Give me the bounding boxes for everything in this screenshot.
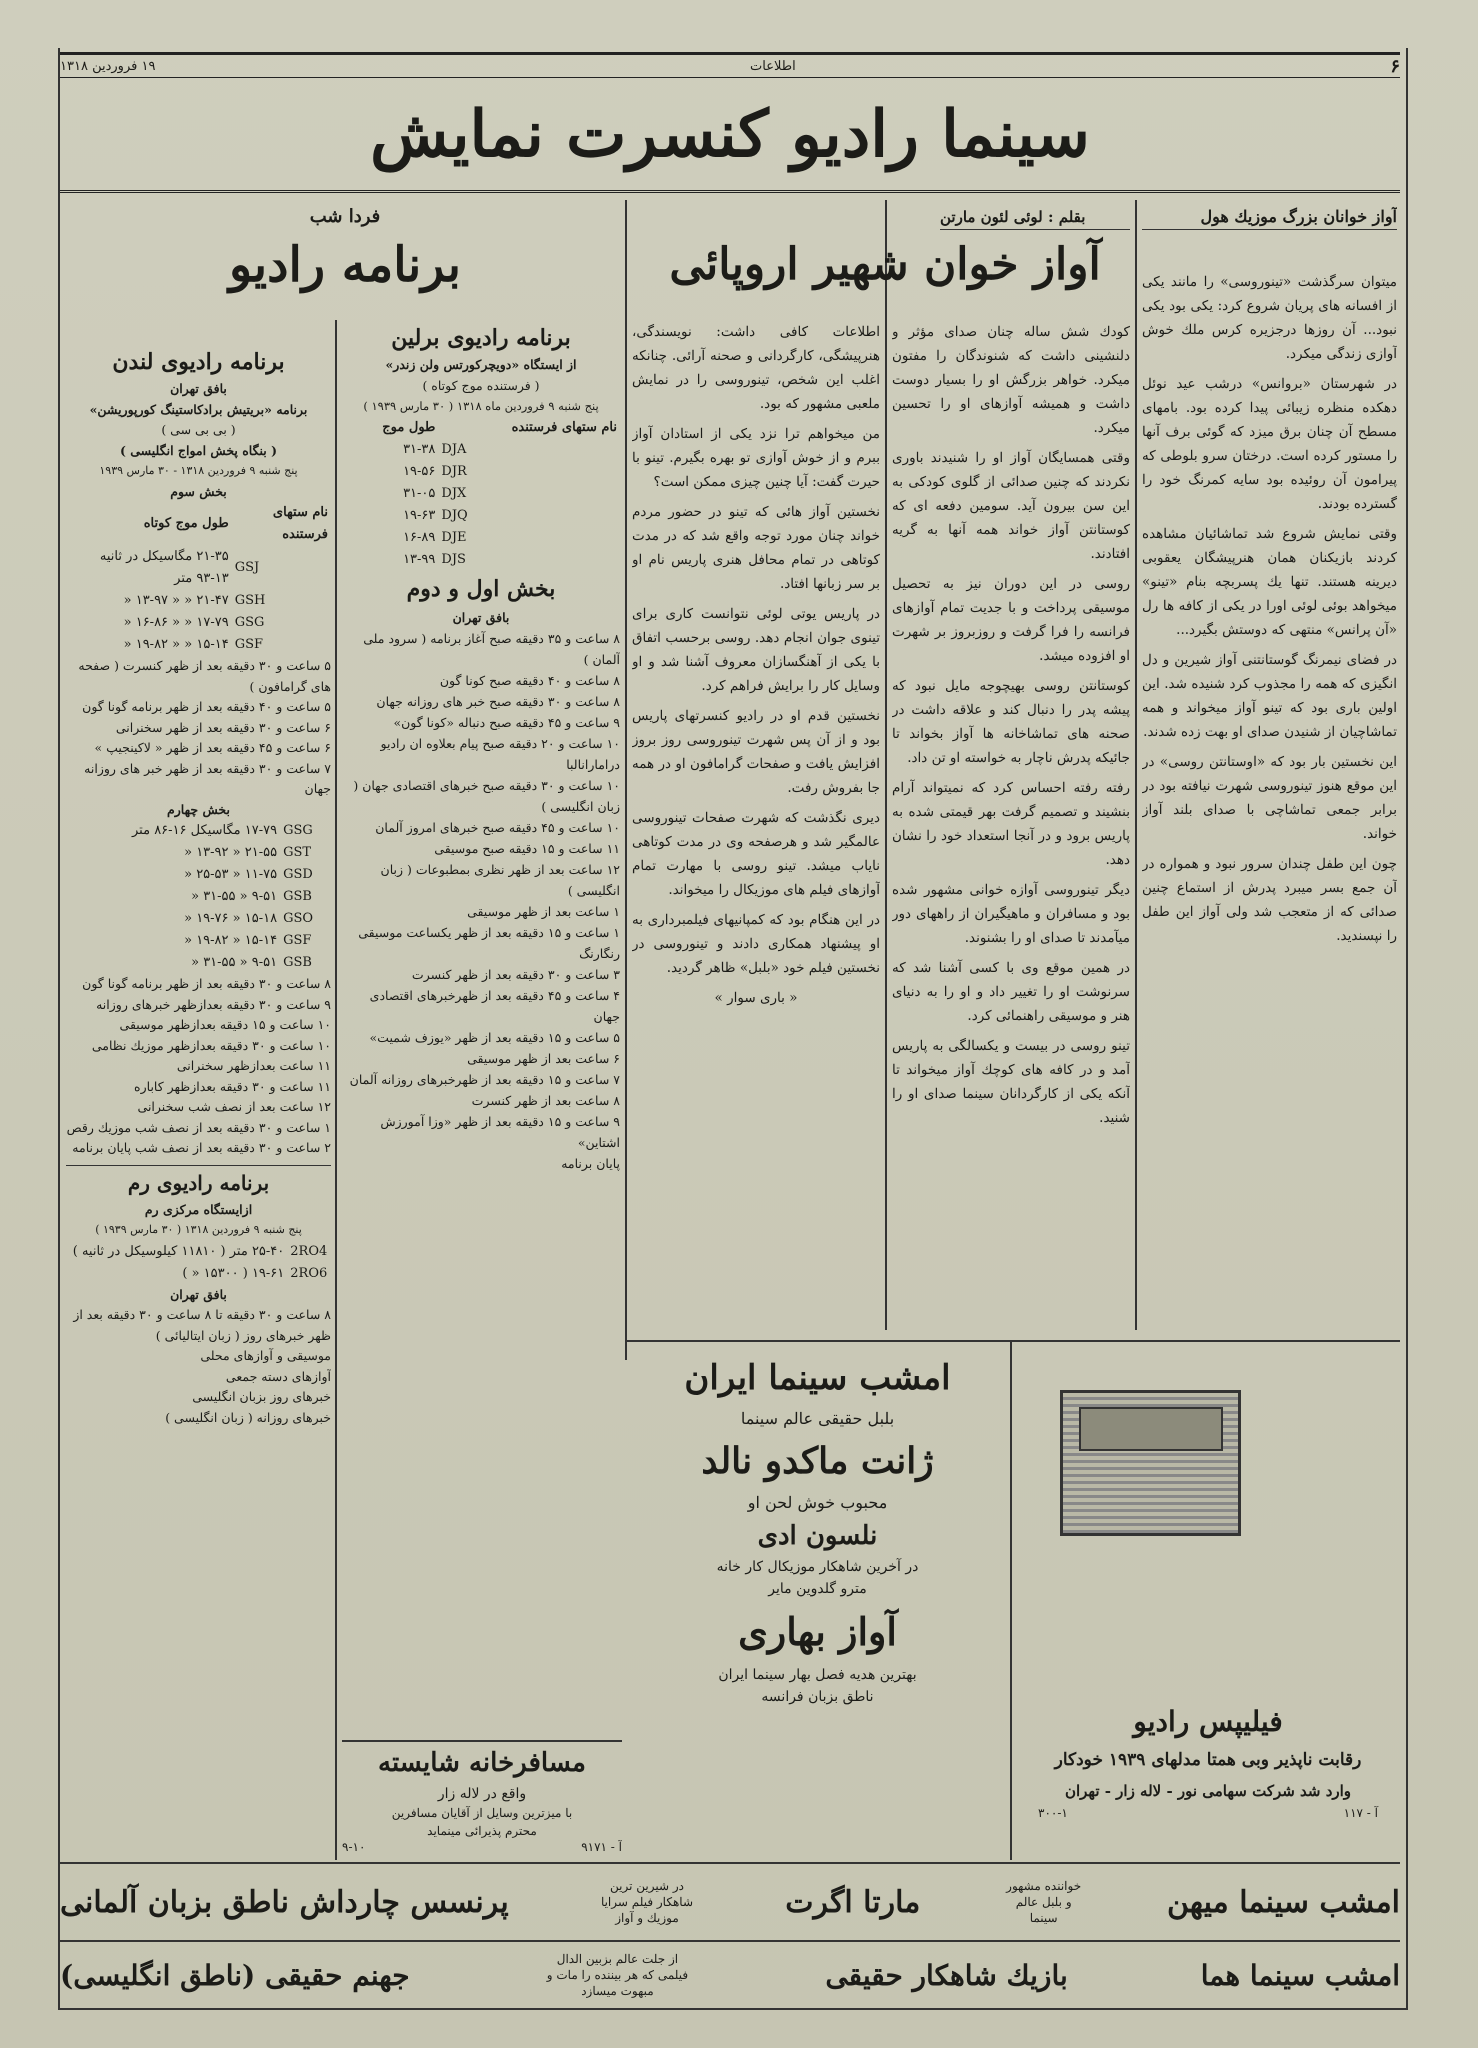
philips-title: فیلیپس رادیو: [1133, 1705, 1283, 1738]
radio-illustration: [1060, 1390, 1241, 1536]
station-name: 2RO4: [290, 1243, 328, 1259]
station-wave: ۱۵-۱۴ « ۱۹-۸۲ «: [184, 933, 278, 948]
article-headline-block: [640, 205, 1130, 315]
station-name: DJQ: [441, 508, 468, 523]
article-center-column-b: [632, 320, 880, 1330]
radio-dial: [1079, 1407, 1223, 1451]
station-wave: ۹-۵۱ « ۳۱-۵۵ «: [191, 889, 278, 904]
divider: [625, 1340, 1400, 1342]
banner-cinema-name: امشب سینما میهن: [1166, 1884, 1400, 1920]
london-sub: ( بی بی سی ): [161, 422, 236, 437]
radio-program-title: برنامه رادیو: [228, 237, 462, 293]
london-date: پنج شنبه ۹ فروردین ۱۳۱۸ - ۳۰ مارس ۱۹۳۹: [99, 464, 298, 477]
masthead-title: سینما رادیو کنسرت نمایش: [60, 80, 1400, 193]
berlin-item: ۱۱ ساعت و ۱۵ دقیقه صبح موسیقی: [434, 841, 620, 856]
london-item: ۶ ساعت و ۴۵ دقیقه بعد از ظهر « لاکینجیپ »: [94, 740, 331, 755]
banner-subtext: خواننده مشهور و بلبل عالم سینما: [1006, 1879, 1082, 1925]
london-sub: ( بنگاه پخش امواج انگلیسی ): [119, 442, 278, 458]
banner-subtext: از جلت عالم بزبین الدال فیلمی که هر بیننده را مات و مبهوت میسازد: [546, 1952, 689, 1998]
berlin-sub: بافق تهران: [452, 610, 510, 625]
rome-item: خبرهای روزانه ( زبان انگلیسی ): [165, 1409, 331, 1425]
paragraph: کودك شش ساله چنان صدای مؤثر و دلنشینی داشت که شنوندگان را مفتون میکرد. خواهر بزرگش او را بسیار دوست داشت و همیشه آوازهای او را تحسین میکرد.: [892, 324, 1130, 436]
banner-film: بازیك شاهكار حقیقی: [825, 1958, 1068, 1992]
table-header: طول موج کوتاه: [143, 516, 229, 531]
ad-film-title: آواز بهاری: [738, 1609, 897, 1654]
berlin-item: ۹ ساعت و ۴۵ دقیقه صبح دنباله «کونا گون»: [393, 715, 620, 730]
berlin-item: ۱ ساعت و ۱۵ دقیقه بعد از ظهر یکساعت موسیقی رنگارنگ: [358, 925, 620, 961]
berlin-date: پنج شنبه ۹ فروردین ماه ۱۳۱۸ ( ۳۰ مارس ۱۹۳۹ ): [363, 399, 599, 413]
table-header: نام ستهای فرستنده: [272, 505, 328, 542]
divider: [885, 200, 887, 1330]
berlin-item: ۱۰ ساعت و ۳۰ دقیقه صبح خبرهای اقتصادی جهان ( زبان انگلیسی ): [353, 778, 620, 814]
table-row: [342, 461, 620, 483]
paragraph: وقتی نمایش شروع شد تماشائیان مشاهده کردند بازیکنان همان هنرپیشگان یعقوبی دیرینه هستند. تنها یك پسربچه بنام «تینو» میخواهد بوئی لوئی اورا در یکی از کافه ها رل «آن پرانس» منتهی که دوستش بگیرد...: [1142, 526, 1397, 638]
station-name: DJR: [441, 464, 467, 479]
station-name: GSD: [283, 867, 313, 882]
station-name: GSO: [283, 911, 314, 926]
table-row: [342, 549, 620, 571]
london-station-table-1: [66, 502, 331, 656]
rome-item: ۸ ساعت و ۳۰ دقیقه تا ۸ ساعت و ۳۰ دقیقه بعد از ظهر خبرهای روز ( زبان ایتالیائی ): [73, 1307, 331, 1343]
station-name: GST: [283, 845, 312, 860]
london-item: ۱۱ ساعت بعدازظهر سخنرانی: [176, 1058, 331, 1073]
philips-line: رقابت ناپذیر وبی همتا مدلهای ۱۹۳۹ خودکار: [1054, 1750, 1362, 1770]
ad-star-name: نلسون ادی: [757, 1521, 878, 1551]
paragraph: وقتی همسایگان آواز او را شنیدند باوری نکردند که چنین صدائی از گلوی کودکی به این سن بیرون آید. سومین دفعه ای که کوستانتن آواز خواند همه آنها به گریه افتادند.: [892, 450, 1130, 562]
london-section-title: بخش چهارم: [167, 801, 230, 817]
hotel-line: محترم پذیرائی مینماید: [427, 1824, 537, 1838]
london-item: ۱ ساعت و ۳۰ دقیقه بعد از نصف شب موزیك رقص: [66, 1119, 331, 1135]
cinema-iran-ad: [630, 1350, 1005, 1855]
paragraph: در این هنگام بود که کمپانیهای فیلمبرداری به او پیشنهاد همکاری دادند و تینوروسی در نخستین فیلم خود «بلبل» ظاهر گردید.: [632, 912, 880, 976]
station-name: DJA: [441, 442, 467, 457]
paragraph: دیری نگذشت که شهرت صفحات تینوروسی عالمگیر شد و هرصفحه وی در مدت کوتاهی نایاب میشد. تینو روسی با مهارت تمام آوازهای فیلم های موزیکال را میخواند.: [632, 810, 880, 898]
table-row: [66, 1263, 331, 1285]
table-row: [66, 546, 331, 590]
hotel-ad: [342, 1740, 622, 1860]
berlin-sub: ( فرستنده موج کوتاه ): [422, 378, 540, 393]
berlin-item: ۱۲ ساعت بعد از ظهر نظری بمطبوعات ( زبان انگلیسی ): [380, 862, 620, 898]
table-row: [66, 864, 331, 886]
table-row: [66, 886, 331, 908]
station-name: 2RO6: [290, 1265, 328, 1281]
article-kicker: آواز خوانان بزرگ موزیك هول: [1142, 205, 1397, 230]
station-wave: ۱۷-۷۹ « « ۱۶-۸۶ «: [123, 615, 229, 630]
ad-line: بهترین هدیه فصل بهار سینما ایران: [718, 1667, 917, 1683]
banner-film: پرنسس چارداش ناطق بزبان آلمانی: [60, 1884, 509, 1920]
rome-item: آوازهای دسته جمعی: [225, 1368, 331, 1384]
divider: [60, 1862, 1400, 1864]
station-wave: ۱۹-۵۶: [403, 464, 436, 479]
table-row: [66, 820, 331, 842]
london-title: برنامه رادیوی لندن: [112, 349, 285, 375]
page-header: [60, 52, 1400, 78]
hotel-title: مسافرخانه شایسته: [378, 1748, 586, 1778]
philips-code: آ - ۱۱۷: [1343, 1806, 1378, 1820]
table-row: [66, 952, 331, 974]
station-wave: ۱۵-۱۸ « ۱۹-۷۶ «: [184, 911, 278, 926]
table-row: [66, 842, 331, 864]
rome-item: موسیقی و آوازهای محلی: [200, 1348, 331, 1363]
table-row: [66, 612, 331, 634]
article-signoff: « باری سوار »: [714, 990, 798, 1006]
table-row: [342, 505, 620, 527]
paragraph: این نخستین بار بود که «اوستانتن روسی» در این موقع هنوز تینوروسی شهرت نیافته بود در برابر جمعی تماشاچی با صدای بلند آواز خواند.: [1142, 754, 1397, 842]
article-center-column-a: [892, 320, 1130, 1330]
hotel-line: واقع در لاله زار: [437, 1786, 527, 1802]
station-name: GSF: [234, 637, 263, 652]
london-item: ۸ ساعت و ۳۰ دقیقه بعد از ظهر برنامه گونا گون: [82, 976, 331, 991]
rome-title: برنامه رادیوی رم: [66, 1165, 331, 1200]
divider: [60, 1940, 1400, 1942]
divider: [1010, 1340, 1012, 1860]
london-item: ۱۰ ساعت و ۱۵ دقیقه بعدازظهر موسیقی: [119, 1017, 331, 1032]
rome-sub: ازایستگاه مرکزی رم: [144, 1201, 253, 1217]
paragraph: در شهرستان «بروانس» درشب عید نوئل دهکده منظره زیبائی پیدا کرده بود. بامهای مسطح آن چنان برق میزد که گوئی برف آنها را مستور کرده است. درختان سرو بلوطی که پیرامون آن روئیده بود سایه کمرنگ خود را گسترده بودند.: [1142, 376, 1397, 512]
paragraph: کوستانتن روسی بهیچوجه مایل نبود که پیشه پدر را دنبال کند و علاقه داشت در صحنه های تماشاخانه ها آواز بخواند تا جائیکه پدرش ناچار به خواسته او تن داد.: [892, 678, 1130, 766]
paragraph: اطلاعات کافی داشت: نویسندگی، هنرپیشگی، کارگردانی و صحنه آرائی. چنانکه اغلب این شخص، تینوروسی را در نمایش ملعبی مشهور که بود.: [632, 324, 880, 412]
hotel-code: آ - ۹۱۷۱: [581, 1840, 622, 1854]
ad-code: ۳۰۰-۱: [1038, 1806, 1068, 1820]
london-radio-program: [66, 345, 331, 1855]
london-item: ۱۲ ساعت بعد از نصف شب سخنرانی: [137, 1099, 331, 1114]
station-wave: ۱۳-۹۹: [403, 552, 436, 567]
berlin-item: ۸ ساعت و ۳۰ دقیقه صبح خبر های روزانه جهان: [376, 694, 620, 709]
hotel-line: با میزترین وسایل از آقایان مسافرین: [391, 1806, 573, 1820]
banner-subtext: در شیرین ترین شاهکار فیلم سرایا موزیك و آواز: [600, 1879, 694, 1925]
ad-line: بلبل حقیقی عالم سینما: [740, 1409, 895, 1428]
rome-sub: بافق تهران: [170, 1286, 227, 1302]
ad-line: مترو گلدوین مایر: [768, 1581, 867, 1597]
london-item: ۱۱ ساعت و ۳۰ دقیقه بعدازظهر کاباره: [134, 1078, 331, 1094]
station-name: GSB: [283, 889, 312, 904]
london-station-table-2: [66, 820, 331, 974]
berlin-station-table: [342, 417, 620, 571]
station-name: DJS: [441, 552, 466, 567]
table-row: [342, 439, 620, 461]
london-sub: بافق تهران: [170, 381, 227, 396]
london-item: ۲ ساعت و ۳۰ دقیقه بعد از نصف شب پایان برنامه: [72, 1140, 331, 1155]
berlin-radio-program: [342, 322, 620, 1352]
berlin-item: ۵ ساعت و ۱۵ دقیقه بعد از ظهر «یوزف شمیت»: [369, 1030, 620, 1045]
ad-line: محبوب خوش لحن او: [747, 1493, 888, 1512]
rome-station-table: [66, 1241, 331, 1285]
station-wave: ۱۶-۸۹: [403, 530, 436, 545]
table-row: [66, 634, 331, 656]
page-number: ۶: [1390, 55, 1400, 77]
london-section-title: بخش سوم: [170, 483, 227, 499]
paragraph: در پاریس یوتی لوئی نتوانست کاری برای تینوی جوان انجام دهد. روسی برحسب اتفاق با یکی از آهنگسازان معروف آشنا شد و او وسایل کار را برایش فراهم کرد.: [632, 606, 880, 694]
radio-program-header: [70, 205, 620, 315]
berlin-item: ۸ ساعت و ۴۰ دقیقه صبح کونا گون: [439, 673, 620, 688]
london-item: ۵ ساعت و ۳۰ دقیقه بعد از ظهر کنسرت ( صفحه های گرامافون ): [78, 658, 331, 694]
table-header: طول موج: [382, 420, 436, 435]
berlin-title: برنامه رادیوی برلین: [391, 325, 571, 351]
ad-line: ناطق بزبان فرانسه: [761, 1689, 874, 1705]
london-item: ۶ ساعت و ۳۰ دقیقه بعد از ظهر سخنرانی: [115, 719, 331, 735]
berlin-item: ۱ ساعت بعد از ظهر موسیقی: [467, 904, 620, 919]
station-wave: ۳۱-۰۵: [403, 486, 436, 501]
article-title: آواز خوان شهیر اروپائی: [669, 239, 1101, 290]
divider: [335, 320, 337, 1860]
station-wave: ۱۱-۷۵ « ۲۵-۵۳ «: [184, 867, 278, 882]
ad-title: امشب سینما ایران: [684, 1358, 951, 1398]
berlin-item: ۶ ساعت بعد از ظهر موسیقی: [467, 1051, 620, 1066]
ad-star-name: ژانت ماکدو نالد: [701, 1440, 934, 1482]
station-name: DJX: [441, 486, 467, 501]
divider: [1135, 200, 1137, 1330]
station-wave: ۱۹-۶۱ ( ۱۵۳۰۰ « ): [182, 1265, 285, 1281]
paragraph: نخستین قدم او در رادیو کنسرتهای پاریس بود و از آن پس شهرت تینوروسی روز بروز افزایش یافت و صفحات گرامافون او در همه جا بفروش رفت.: [632, 708, 880, 796]
ad-line: در آخرین شاهکار موزیکال کار خانه: [716, 1559, 919, 1575]
station-wave: ۹-۵۱ « ۳۱-۵۵ «: [191, 955, 278, 970]
london-sub: برنامه «بریتیش برادکاستینگ کورپوریشن»: [89, 401, 308, 417]
station-name: GSH: [234, 593, 266, 608]
paragraph: دیگر تینوروسی آوازه خوانی مشهور شده بود و مسافران و ماهیگیران از راههای دور میآمدند تا صدای او را بشنوند.: [892, 882, 1130, 946]
paragraph: در همین موقع وی با کسی آشنا شد که سرنوشت او را تغییر داد و او را به دنیای هنر و موسیقی راهنمائی کرد.: [892, 960, 1130, 1024]
paragraph: میتوان سرگذشت «تینوروسی» را مانند یکی از افسانه های پریان شروع کرد: یکی بود یکی نبود... آن روزها درجزیره کرس ملك خوش آوازی زندگی میکرد.: [1142, 274, 1397, 362]
philips-line: وارد شد شرکت سهامی نور - لاله زار - تهران: [1064, 1782, 1352, 1800]
table-row: [342, 483, 620, 505]
paragraph: روسی در این دوران نیز به تحصیل موسیقی پرداخت و با جدیت تمام آوازهای فرانسه را فرا گرفت و روزبروز بر شهرت او افزوده میشد.: [892, 576, 1130, 664]
bottom-banner-1: [60, 1866, 1400, 1938]
station-name: GSG: [283, 823, 313, 838]
banner-star: مارتا اگرت: [785, 1884, 921, 1920]
berlin-item: ۷ ساعت و ۱۵ دقیقه بعد از ظهرخبرهای روزانه آلمان: [349, 1072, 620, 1087]
london-item: ۷ ساعت و ۳۰ دقیقه بعد از ظهر خبر های روزانه جهان: [84, 760, 331, 796]
philips-ad: [1018, 1700, 1398, 1855]
berlin-sub: از ایستگاه «دویچرکورتس ولن زندر»: [385, 357, 577, 372]
station-wave: ۱۵-۱۴ « « ۱۹-۸۲ «: [123, 637, 229, 652]
table-header: نام ستهای فرستنده: [511, 420, 617, 435]
banner-cinema-name: امشب سینما هما: [1200, 1958, 1400, 1992]
table-row: [342, 527, 620, 549]
berlin-item: ۸ ساعت بعد از ظهر کنسرت: [471, 1093, 620, 1108]
article-byline: بقلم : لوئی لئون مارتن: [940, 205, 1130, 230]
table-row: [66, 1241, 331, 1263]
station-wave: ۲۱-۳۵ مگاسیکل در ثانیه ۱۳-۹۳ متر: [99, 549, 229, 586]
station-wave: ۲۱-۴۷ « « ۱۳-۹۷ «: [123, 593, 229, 608]
berlin-item: ۱۰ ساعت و ۲۰ دقیقه صبح پیام بعلاوه ان رادیو درامارانالبا: [380, 736, 620, 772]
station-wave: ۲۱-۵۵ « ۱۳-۹۲ «: [184, 845, 278, 860]
berlin-item: ۳ ساعت و ۳۰ دقیقه بعد از ظهر کنسرت: [411, 967, 620, 982]
london-item: ۹ ساعت و ۳۰ دقیقه بعدازظهر خبرهای روزانه: [96, 996, 331, 1012]
ad-code: ۹-۱۰: [342, 1840, 366, 1854]
rome-item: خبرهای روز بزبان انگلیسی: [192, 1389, 331, 1404]
station-name: DJE: [441, 530, 467, 545]
berlin-item: ۱۰ ساعت و ۴۵ دقیقه صبح خبرهای امروز آلمان: [375, 820, 620, 835]
station-wave: ۲۵-۴۰ متر ( ۱۱۸۱۰ کیلوسیکل در ثانیه ): [72, 1243, 285, 1259]
station-wave: ۳۱-۳۸: [403, 442, 436, 457]
berlin-section-title: بخش اول و دوم: [406, 576, 556, 602]
divider: [625, 200, 627, 1360]
paragraph: رفته رفته احساس کرد که نمیتواند آرام بنشیند و تصمیم گرفت بهر قیمتی شده به پاریس برود و در آنجا استعداد خود را نشان دهد.: [892, 780, 1130, 868]
london-item: ۵ ساعت و ۴۰ دقیقه بعد از ظهر برنامه گونا گون: [82, 699, 331, 714]
station-name: GSG: [234, 615, 265, 630]
berlin-item: پایان برنامه: [561, 1156, 620, 1171]
paragraph: نخستین آواز هائی که تینو در حضور مردم خواند چنان مورد توجه واقع شد که در مدت کوتاهی در تمام محافل هنری پاریس نام او بر سر زبانها افتاد.: [632, 504, 880, 592]
berlin-item: ۴ ساعت و ۴۵ دقیقه بعد از ظهرخبرهای اقتصادی جهان: [369, 988, 620, 1024]
london-item: ۱۰ ساعت و ۳۰ دقیقه بعدازظهر موزیك نظامی: [91, 1037, 331, 1053]
station-name: GSB: [283, 955, 312, 970]
paragraph: تینو روسی در بیست و یکسالگی به پاریس آمد و در کافه های کوچك آواز میخواند تا آنکه یکی از کارگردانان سینما صدای او را شنید.: [892, 1038, 1130, 1126]
table-row: [66, 930, 331, 952]
station-wave: ۱۷-۷۹ مگاسیکل ۱۶-۸۶ متر: [131, 823, 278, 838]
table-row: [66, 908, 331, 930]
radio-kicker: فردا شب: [309, 206, 381, 227]
station-name: GSF: [283, 933, 312, 948]
table-row: [66, 590, 331, 612]
bottom-banner-2: [60, 1944, 1400, 2006]
station-wave: ۱۹-۶۳: [403, 508, 436, 523]
paragraph: من میخواهم ترا نزد یکی از استادان آواز ببرم و از خوش آوازی تو بهره بگیرم. تینو با حیرت گفت: آیا چنین چیزی ممکن است؟: [632, 426, 880, 490]
banner-film: جهنم حقیقی (ناطق انگلیسی): [60, 1958, 410, 1992]
issue-date: ۱۹ فروردین ۱۳۱۸: [60, 58, 156, 74]
paragraph: در فضای نیمرنگ گوستانتنی آواز شیرین و دل انگیزی که همه را مجذوب کرد شنیده شد. این اولین باری بود که تینو آواز میخواند و همه تماشاچیان از شنیدن صدای او بهت زده شدند.: [1142, 652, 1397, 740]
station-name: GSJ: [234, 560, 260, 575]
paper-name: اطلاعات: [750, 58, 796, 74]
article-right-column: [1142, 205, 1397, 1330]
berlin-item: ۹ ساعت و ۱۵ دقیقه بعد از ظهر «وزا آمورزش اشتاین»: [380, 1114, 620, 1150]
paragraph: چون این طفل چندان سرور نبود و همواره در آن جمع بسر میبرد پدرش از استماع چنین صدائی که از متعجب شد ولی آواز این طفل را نپسندید.: [1142, 856, 1397, 944]
rome-date: پنج شنبه ۹ فروردین ۱۳۱۸ ( ۳۰ مارس ۱۹۳۹ ): [95, 1223, 302, 1236]
berlin-item: ۸ ساعت و ۳۵ دقیقه صبح آغاز برنامه ( سرود ملی آلمان ): [363, 631, 620, 667]
